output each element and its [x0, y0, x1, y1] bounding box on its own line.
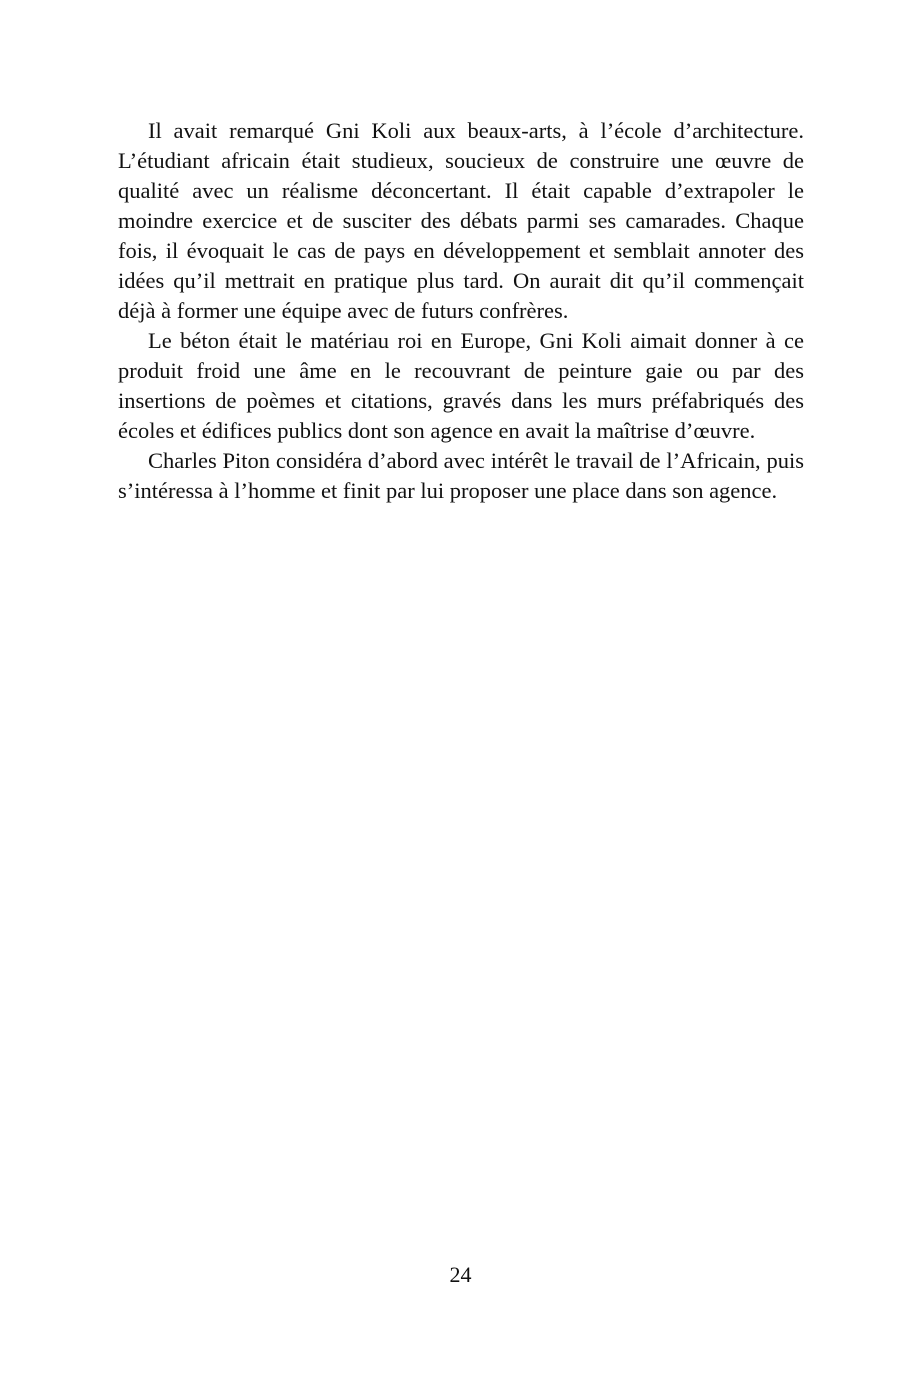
paragraph-2: Le béton était le matériau roi en Europe, Gni Koli aimait donner à ce produit froid une âme en le recouvrant de peinture gaie ou par des insertions de poèmes et citations, gravés dans les murs préfabriqués des écoles et édifices publics dont son agence en avait la maîtrise d’œuvre.	[118, 328, 804, 443]
paragraph-3: Charles Piton considéra d’abord avec intérêt le travail de l’Africain, puis s’intéressa à l’homme et finit par lui proposer une place dans son agence.	[118, 448, 804, 503]
paragraph-1: Il avait remarqué Gni Koli aux beaux-arts, à l’école d’architecture. L’étudiant africain était studieux, soucieux de construire une œuvre de qualité avec un réalisme déconcertant. Il était capable d’extrapoler le moindre exercice et de susciter des débats parmi ses camarades. Chaque fois, il évoquait le cas de pays en développement et semblait annoter des idées qu’il mettrait en pratique plus tard. On aurait dit qu’il commençait déjà à former une équipe avec de futurs confrères.	[118, 118, 804, 323]
body-text	[118, 116, 804, 506]
page-number: 24	[449, 1262, 472, 1287]
